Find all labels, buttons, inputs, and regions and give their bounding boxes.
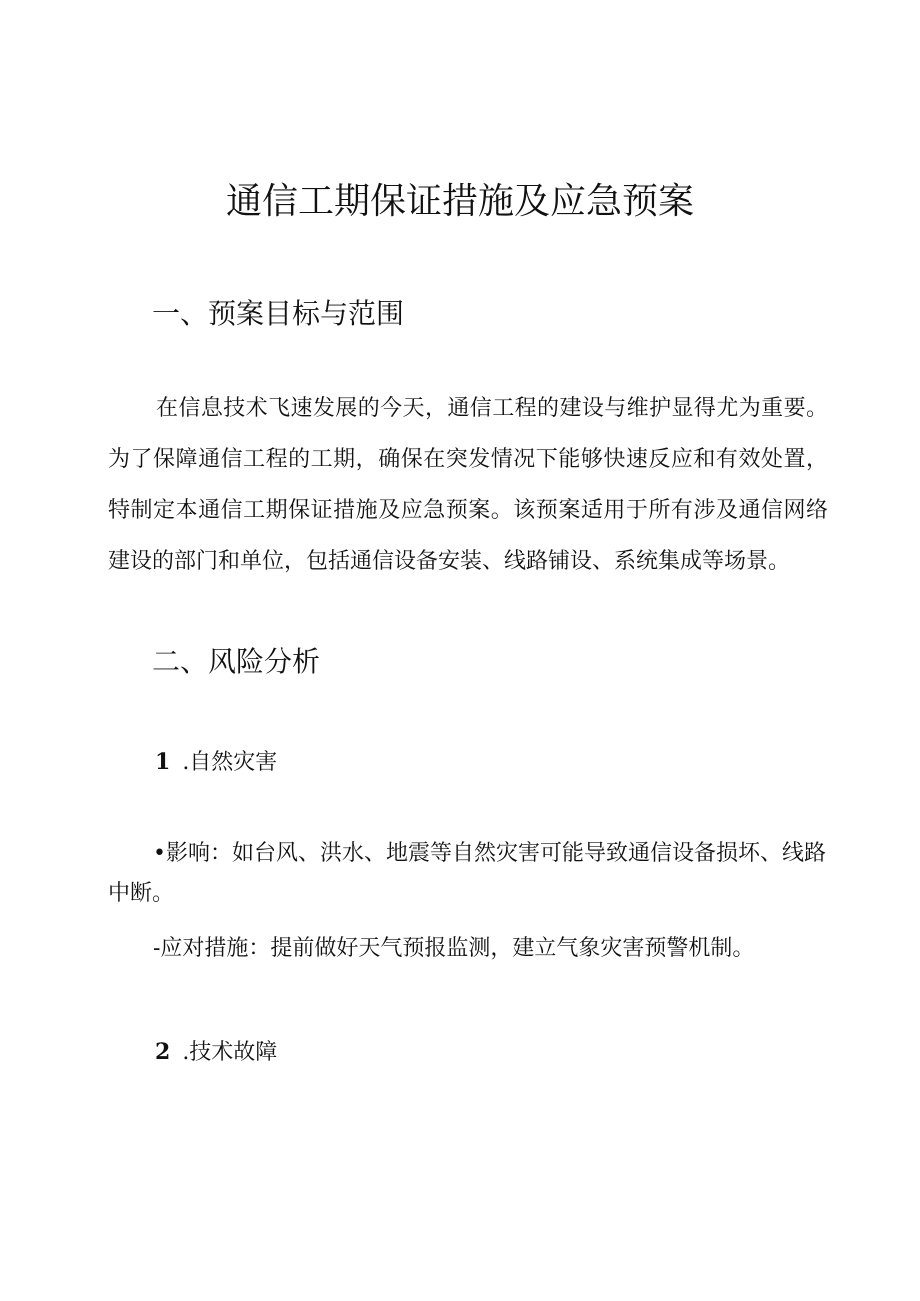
risk-item-1-measure: -应对措施：提前做好天气预报监测，建立气象灾害预警机制。: [153, 936, 755, 961]
section1-paragraph: 在信息技术飞速发展的今天，通信工程的建设与维护显得尤为重要。为了保障通信工程的工期，确保在突发情况下能够快速反应和有效处置，特制定本通信工期保证措施及应急预案。该预案适用于所有涉及通信网络建设的部门和单位，包括通信设备安装、线路铺设、系统集成等场景。: [108, 396, 828, 574]
risk-item-2-label: .技术故障: [182, 1040, 278, 1065]
risk-item-1-label: .自然灾害: [182, 750, 278, 775]
section2-heading: 二、风险分析: [152, 645, 321, 678]
risk-item-1: [155, 746, 277, 779]
risk-item-2: [155, 1036, 277, 1069]
risk-item-1-number: 1: [155, 749, 171, 775]
section1-heading: 一、预案目标与范围: [152, 297, 405, 330]
risk-item-1-impact: •影响：如台风、洪水、地震等自然灾害可能导致通信设备损坏、线路中断。: [108, 841, 826, 906]
document-title: 通信工期保证措施及应急预案: [225, 181, 694, 222]
risk-item-2-number: 2: [155, 1039, 171, 1065]
